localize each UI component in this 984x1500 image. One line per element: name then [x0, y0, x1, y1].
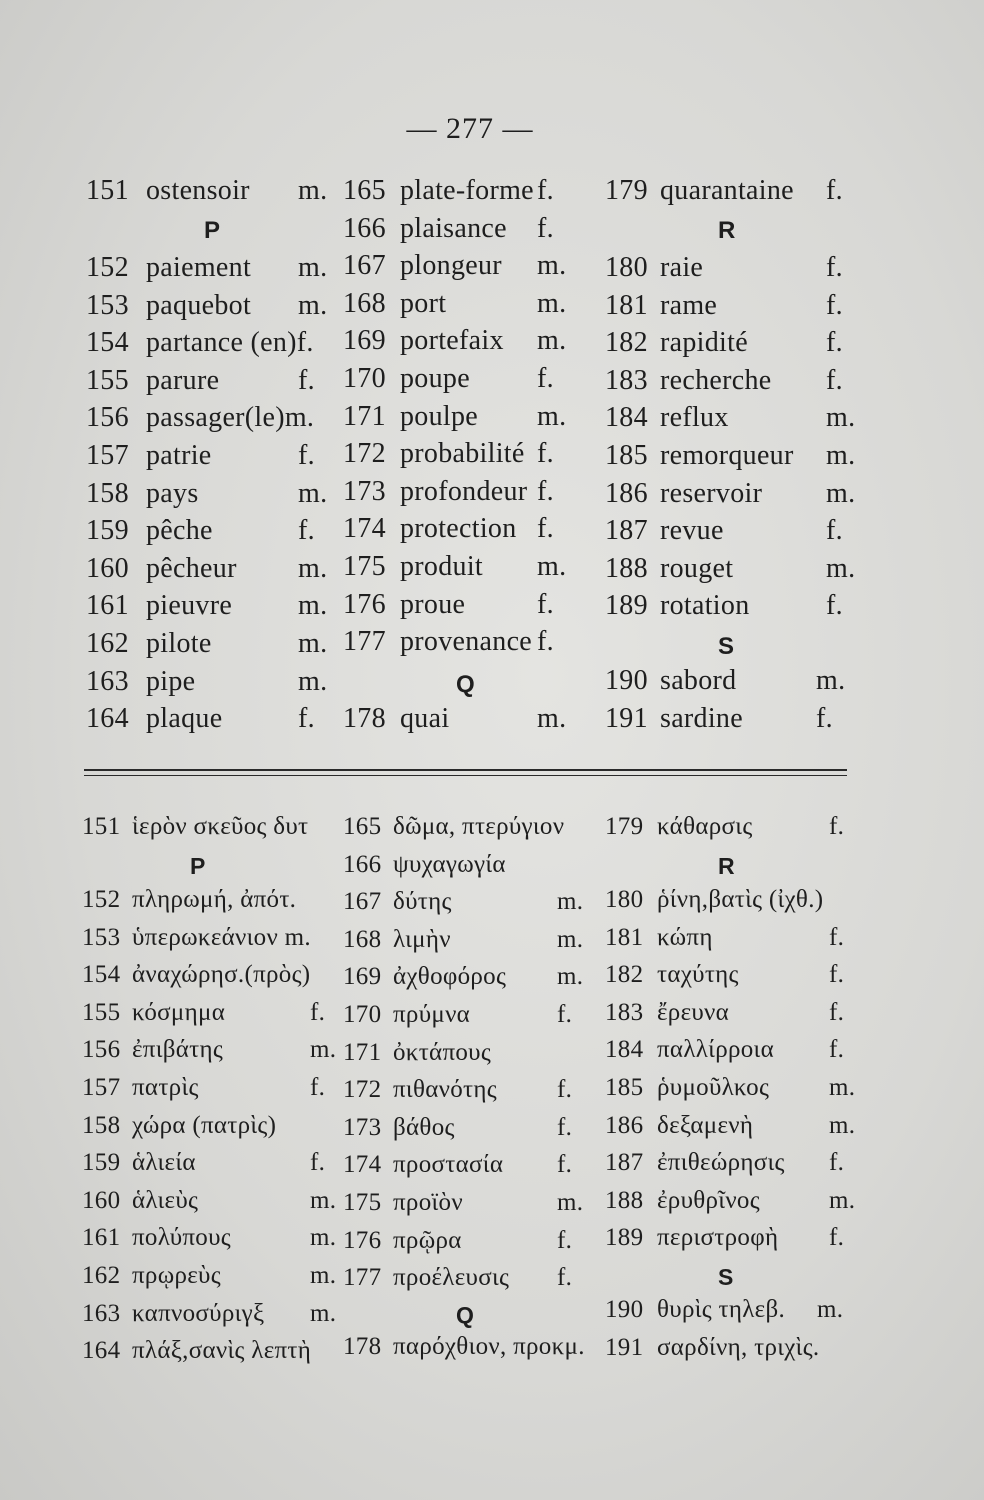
entry-word: pipe [146, 665, 196, 697]
entry-word: profondeur [400, 475, 528, 507]
entry-word: ὀκτάπους [393, 1038, 492, 1066]
entry-number: 177 [343, 1264, 382, 1292]
entry-gender: f. [298, 515, 315, 547]
entry-gender: m. [298, 665, 328, 697]
entry-gender: m. [537, 400, 567, 432]
entry-number: 169 [343, 325, 386, 357]
entry-number: 188 [605, 552, 648, 584]
entry-gender: m. [298, 590, 328, 622]
entry-gender: m. [829, 1186, 856, 1214]
entry-gender: m. [310, 1224, 337, 1252]
entry-number: 160 [86, 552, 129, 584]
entry-gender: f. [829, 813, 845, 840]
letter-header: P [204, 217, 221, 244]
entry-number: 185 [605, 1074, 644, 1101]
entry-number: 163 [82, 1299, 121, 1327]
entry-word: ταχύτης [657, 961, 739, 989]
entry-number: 157 [86, 440, 129, 471]
entry-gender: m. [298, 289, 328, 321]
entry-word: paquebot [146, 289, 252, 321]
entry-word: πληρωμή, ἀπότ. [132, 886, 297, 913]
entry-number: 160 [82, 1186, 121, 1214]
letter-header: R [718, 217, 736, 244]
entry-word: περιστροφὴ [657, 1224, 779, 1252]
entry-number: 172 [343, 1076, 382, 1104]
letter-header: S [718, 1264, 734, 1290]
entry-gender: f. [310, 998, 326, 1026]
entry-word: ἀναχώρησ.(πρὸς) [132, 961, 311, 989]
entry-number: 187 [605, 515, 648, 547]
entry-gender: f. [537, 363, 554, 394]
entry-word: πρῷρα [393, 1226, 462, 1254]
entry-word: προστασία [393, 1151, 504, 1179]
entry-gender: m. [537, 250, 567, 282]
entry-number: 162 [86, 628, 129, 659]
entry-gender: m. [537, 703, 567, 734]
entry-number: 181 [605, 923, 644, 951]
entry-gender: f. [829, 1149, 845, 1177]
entry-gender: f. [826, 590, 843, 622]
entry-word: πρύμνα [393, 1001, 471, 1028]
entry-word: poupe [400, 363, 470, 394]
entry-word: rouget [660, 552, 734, 584]
entry-word: provenance [400, 626, 533, 658]
entry-number: 164 [86, 703, 129, 735]
entry-number: 162 [82, 1262, 121, 1289]
entry-word: recherche [660, 364, 772, 396]
entry-number: 170 [343, 1001, 382, 1028]
entry-number: 174 [343, 1151, 382, 1179]
entry-number: 183 [605, 364, 648, 396]
entry-number: 154 [82, 961, 121, 989]
entry-word: quai [400, 703, 450, 734]
entry-word: παρόχθιον, προκμ. [393, 1333, 585, 1360]
entry-gender: f. [557, 1001, 573, 1028]
entry-word: πολύπους [132, 1224, 231, 1252]
entry-word: pêcheur [146, 552, 237, 584]
entry-word: raie [660, 252, 704, 283]
entry-gender: f. [557, 1264, 573, 1292]
entry-word: κάθαρσις [657, 813, 753, 840]
entry-number: 176 [343, 588, 386, 620]
entry-gender: f. [557, 1151, 573, 1179]
entry-number: 158 [82, 1111, 121, 1139]
entry-gender: f. [310, 1074, 326, 1101]
entry-number: 171 [343, 400, 386, 432]
entry-gender: m. [826, 552, 856, 584]
entry-number: 165 [343, 175, 386, 206]
entry-gender: m. [298, 175, 328, 206]
entry-number: 190 [605, 1296, 644, 1323]
entry-word: προέλευσις [393, 1264, 510, 1292]
entry-number: 155 [82, 998, 121, 1026]
entry-word: πιθανότης [393, 1076, 497, 1104]
entry-gender: m. [816, 665, 846, 696]
entry-number: 155 [86, 364, 129, 396]
entry-word: πατρὶς [132, 1074, 199, 1101]
entry-number: 159 [82, 1149, 121, 1177]
entry-gender: m. [557, 1189, 584, 1216]
entry-gender: f. [826, 515, 843, 547]
entry-word: poulpe [400, 400, 479, 432]
entry-number: 179 [605, 175, 648, 206]
entry-number: 175 [343, 1189, 382, 1216]
letter-header: P [190, 853, 206, 879]
entry-number: 189 [605, 1224, 644, 1252]
entry-gender: f. [826, 364, 843, 396]
entry-number: 188 [605, 1186, 644, 1214]
entry-word: protection [400, 513, 517, 545]
entry-word: probabilité [400, 438, 525, 470]
entry-gender: f. [298, 440, 315, 471]
entry-number: 166 [343, 212, 386, 244]
entry-word: reservoir [660, 477, 763, 509]
entry-number: 152 [86, 252, 129, 283]
entry-gender: f. [537, 438, 554, 470]
entry-word: ἐρυθρῖνος [657, 1186, 760, 1214]
entry-gender: m. [537, 551, 567, 582]
entry-number: 189 [605, 590, 648, 622]
entry-word: revue [660, 515, 724, 547]
entry-word: patrie [146, 440, 212, 471]
entry-number: 166 [343, 850, 382, 878]
entry-gender: f. [829, 923, 845, 951]
divider-rule [84, 775, 847, 776]
entry-number: 156 [86, 402, 129, 434]
entry-gender: m. [537, 325, 567, 357]
entry-number: 151 [86, 175, 129, 206]
entry-word: παλλίρροια [657, 1036, 774, 1064]
entry-number: 180 [605, 886, 644, 913]
entry-number: 179 [605, 813, 644, 840]
entry-number: 191 [605, 1333, 644, 1361]
entry-word: plaisance [400, 212, 507, 244]
entry-word: ἁλιεία [132, 1149, 196, 1177]
entry-gender: m. [298, 477, 328, 509]
entry-gender: f. [816, 702, 833, 734]
entry-number: 185 [605, 440, 648, 471]
entry-number: 175 [343, 551, 386, 582]
entry-number: 168 [343, 925, 382, 953]
entry-number: 152 [82, 886, 121, 913]
entry-word: plate-forme [400, 175, 534, 206]
entry-word: rapidité [660, 327, 748, 359]
entry-number: 176 [343, 1226, 382, 1254]
entry-number: 178 [343, 703, 386, 734]
entry-number: 182 [605, 961, 644, 989]
entry-word: θυρὶς τηλεβ. [657, 1296, 786, 1323]
entry-gender: f. [829, 998, 845, 1026]
entry-word: λιμὴν [393, 925, 451, 953]
entry-word: remorqueur [660, 440, 794, 471]
entry-number: 164 [82, 1337, 121, 1365]
entry-word: ostensoir [146, 175, 250, 206]
entry-gender: f. [829, 1224, 845, 1252]
entry-gender: m. [557, 888, 584, 916]
entry-number: 173 [343, 475, 386, 507]
entry-number: 186 [605, 1111, 644, 1139]
entry-gender: f. [537, 513, 554, 545]
entry-gender: f. [298, 364, 315, 396]
entry-word: βάθος [393, 1113, 455, 1141]
entry-gender: f. [557, 1226, 573, 1254]
entry-gender: m. [310, 1299, 337, 1327]
entry-number: 183 [605, 998, 644, 1026]
entry-number: 154 [86, 327, 129, 359]
entry-word: ἱερὸν σκεῦος δυτ [132, 813, 309, 840]
entry-number: 181 [605, 289, 648, 321]
entry-word: ἀχθοφόρος [393, 963, 507, 991]
entry-gender: m. [310, 1262, 337, 1289]
entry-word: plongeur [400, 250, 502, 282]
entry-gender: m. [537, 287, 567, 319]
entry-gender: f. [826, 327, 843, 359]
entry-number: 161 [86, 590, 129, 622]
entry-gender: f. [826, 175, 843, 206]
entry-word: καπνοσύριγξ [132, 1299, 265, 1327]
entry-word: sabord [660, 665, 737, 696]
entry-gender: m. [826, 440, 856, 471]
entry-number: 163 [86, 665, 129, 697]
entry-number: 177 [343, 626, 386, 658]
entry-word: produit [400, 551, 483, 582]
entry-word: rame [660, 289, 718, 321]
entry-number: 168 [343, 287, 386, 319]
entry-number: 178 [343, 1333, 382, 1360]
entry-word: pêche [146, 515, 213, 547]
entry-word: pays [146, 477, 199, 509]
entry-gender: f. [537, 475, 554, 507]
entry-gender: m. [817, 1296, 844, 1323]
entry-word: plaque [146, 703, 223, 735]
entry-number: 184 [605, 1036, 644, 1064]
entry-word: port [400, 287, 447, 319]
entry-word: quarantaine [660, 175, 794, 206]
entry-gender: m. [826, 477, 856, 509]
entry-word: ἐπιθεώρησις [657, 1149, 785, 1177]
entry-gender: m. [310, 1186, 337, 1214]
entry-word: προϊὸν [393, 1189, 463, 1216]
entry-word: ἔρευνα [657, 998, 730, 1026]
entry-number: 170 [343, 363, 386, 394]
letter-header: Q [456, 1302, 474, 1328]
entry-gender: f. [537, 212, 554, 244]
entry-word: rotation [660, 590, 750, 622]
entry-gender: f. [826, 252, 843, 283]
entry-gender: f. [537, 588, 554, 620]
entry-word: pieuvre [146, 590, 233, 622]
entry-word: partance (en)f. [146, 327, 314, 359]
entry-number: 186 [605, 477, 648, 509]
entry-gender: f. [829, 1036, 845, 1064]
entry-gender: m. [298, 628, 328, 659]
entry-gender: m. [826, 402, 856, 434]
entry-number: 151 [82, 813, 121, 840]
entry-word: portefaix [400, 325, 504, 357]
entry-gender: f. [557, 1113, 573, 1141]
entry-number: 171 [343, 1038, 382, 1066]
entry-number: 157 [82, 1074, 121, 1101]
entry-gender: f. [310, 1149, 326, 1177]
entry-gender: f. [298, 703, 315, 735]
entry-gender: f. [826, 289, 843, 321]
entry-word: sardine [660, 702, 743, 734]
entry-number: 153 [82, 923, 121, 951]
entry-number: 180 [605, 252, 648, 283]
entry-number: 173 [343, 1113, 382, 1141]
entry-word: κώπη [657, 923, 713, 951]
entry-gender: f. [829, 961, 845, 989]
entry-gender: m. [298, 552, 328, 584]
entry-word: parure [146, 364, 220, 396]
entry-number: 161 [82, 1224, 121, 1252]
entry-gender: f. [557, 1076, 573, 1104]
entry-number: 174 [343, 513, 386, 545]
entry-word: passager(le)m. [146, 402, 315, 434]
entry-gender: m. [829, 1074, 856, 1101]
entry-word: σαρδίνη, τριχὶς. [657, 1333, 820, 1361]
entry-word: ἁλιεὺς [132, 1186, 199, 1214]
entry-gender: m. [557, 963, 584, 991]
entry-number: 167 [343, 250, 386, 282]
entry-number: 172 [343, 438, 386, 470]
entry-gender: m. [310, 1036, 337, 1064]
entry-gender: f. [537, 175, 554, 206]
entry-number: 156 [82, 1036, 121, 1064]
entry-word: δῶμα, πτερύγιον [393, 813, 565, 840]
entry-word: χώρα (πατρὶς) [132, 1111, 277, 1139]
entry-word: ῥυμοῦλκος [657, 1074, 770, 1101]
entry-word: pilote [146, 628, 212, 659]
entry-word: κόσμημα [132, 998, 226, 1026]
entry-number: 182 [605, 327, 648, 359]
entry-word: πρῳρεὺς [132, 1262, 221, 1289]
entry-number: 153 [86, 289, 129, 321]
divider-rule [84, 769, 847, 771]
page-number: — 277 — [406, 112, 534, 145]
entry-word: paiement [146, 252, 252, 283]
entry-word: ῥίνη,βατὶς (ἰχθ.) [657, 886, 824, 913]
entry-number: 159 [86, 515, 129, 547]
entry-number: 187 [605, 1149, 644, 1177]
entry-word: proue [400, 588, 466, 620]
letter-header: R [718, 853, 735, 879]
entry-number: 190 [605, 665, 648, 696]
entry-word: δεξαμενὴ [657, 1111, 754, 1139]
letter-header: S [718, 633, 735, 660]
entry-gender: m. [298, 252, 328, 283]
entry-number: 191 [605, 702, 648, 734]
entry-gender: f. [537, 626, 554, 658]
entry-word: ἐπιβάτης [132, 1036, 224, 1064]
entry-word: πλάξ,σανὶς λεπτὴ [132, 1337, 312, 1365]
entry-word: ὑπερωκεάνιον m. [132, 923, 311, 951]
entry-word: ψυχαγωγία [393, 850, 506, 878]
entry-word: reflux [660, 402, 729, 434]
entry-number: 167 [343, 888, 382, 916]
entry-gender: m. [829, 1111, 856, 1139]
letter-header: Q [456, 671, 475, 698]
entry-word: δύτης [393, 888, 452, 916]
entry-gender: m. [557, 925, 584, 953]
entry-number: 184 [605, 402, 648, 434]
entry-number: 158 [86, 477, 129, 509]
entry-number: 169 [343, 963, 382, 991]
entry-number: 165 [343, 813, 382, 840]
